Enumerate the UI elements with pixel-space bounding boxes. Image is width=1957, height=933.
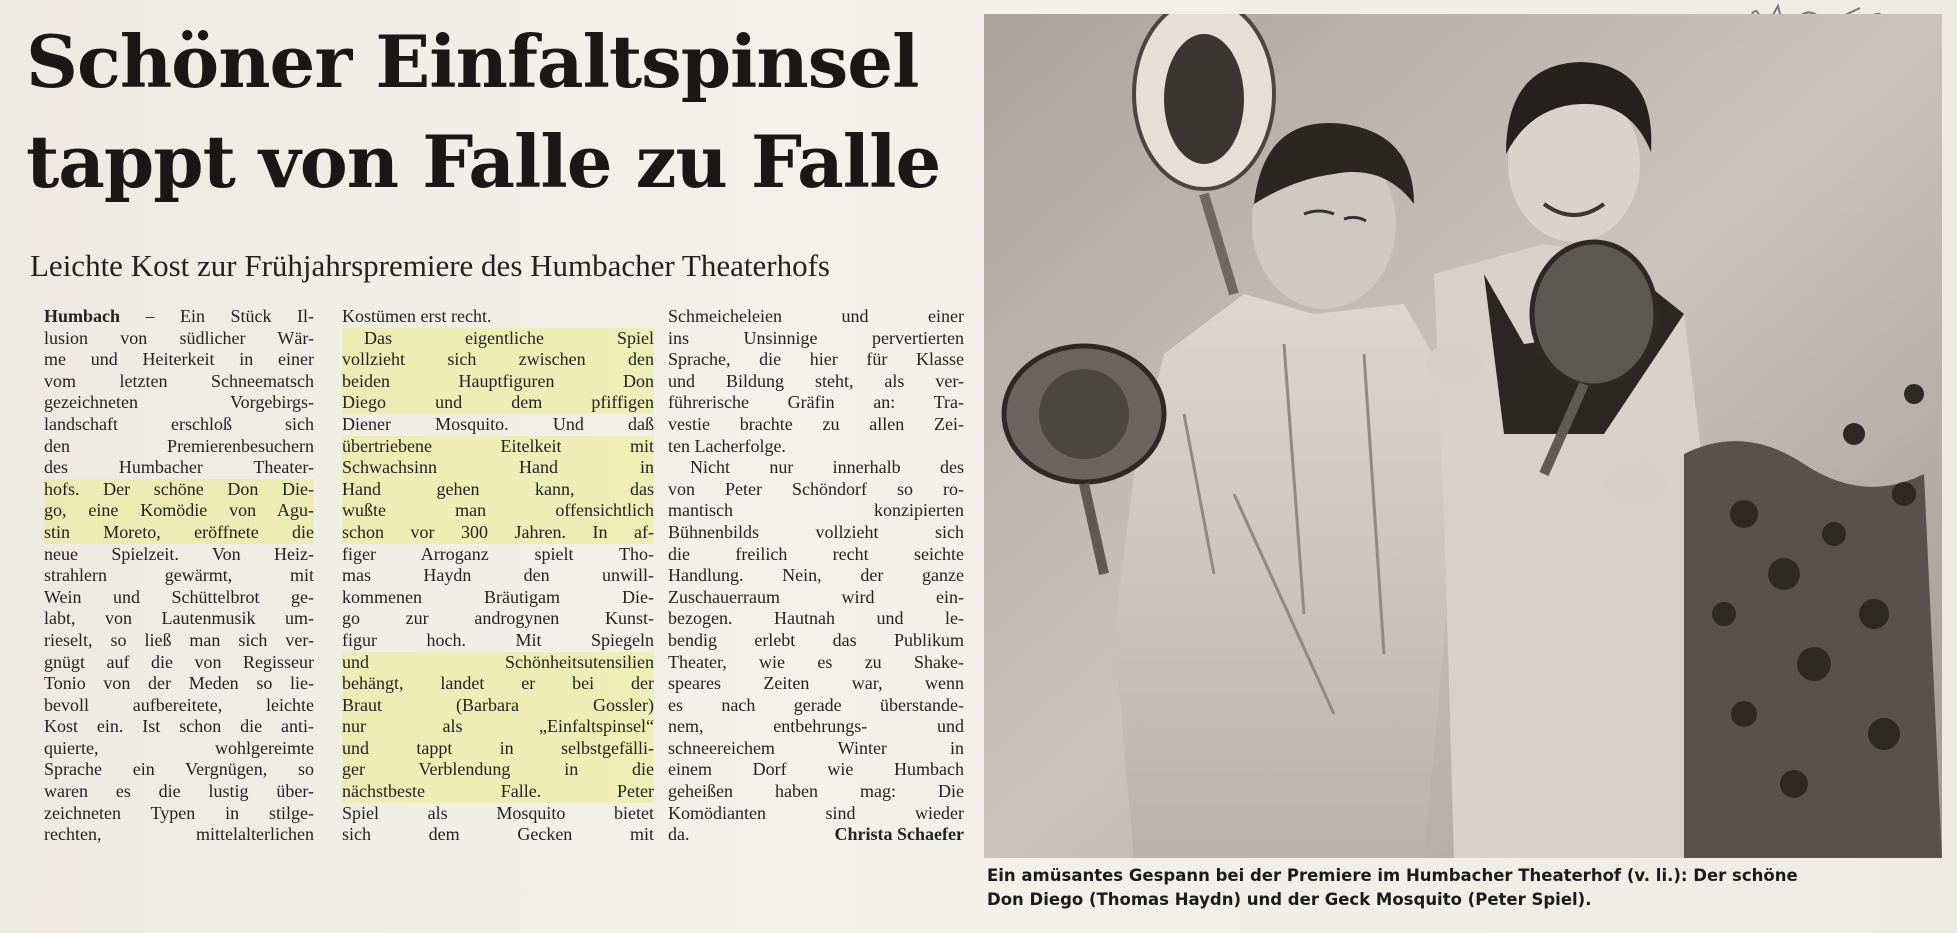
- text-line: gezeichneten Vorgebirgs-: [44, 392, 314, 413]
- text-line: wußte man offensichtlich: [342, 500, 654, 521]
- text-line: rechten, mittelalterlichen: [44, 824, 314, 845]
- text-line: Das eigentliche Spiel: [342, 328, 654, 350]
- subheadline: Leichte Kost zur Frühjahrspremiere des Humbacher Theaterhofs: [30, 248, 830, 283]
- text-line: geheißen haben mag: Die: [668, 781, 964, 802]
- text-line: Braut (Barbara Gossler): [342, 694, 654, 715]
- text-line: Schwachsinn Hand in: [342, 457, 654, 478]
- text-line: vom letzten Schneematsch: [44, 370, 314, 391]
- text-line: und tappt in selbstgefälli-: [342, 737, 654, 758]
- text-line: Kost ein. Ist schon die anti-: [44, 716, 314, 737]
- text-line: strahlern gewärmt, mit: [44, 565, 314, 586]
- text-line: einem Dorf wie Humbach: [668, 759, 964, 780]
- caption-line-2: Don Diego (Thomas Haydn) und der Geck Mosquito (Peter Spiel).: [987, 890, 1592, 909]
- text-line: nächstbeste Falle. Peter: [342, 781, 654, 802]
- text-line: und Bildung steht, als ver-: [668, 370, 964, 391]
- text-line: ten Lacherfolge.: [668, 435, 786, 456]
- text-line: neue Spielzeit. Von Heiz-: [44, 543, 314, 564]
- text-line: nur als „Einfaltspinsel“: [342, 716, 654, 737]
- text-line: Diener Mosquito. Und daß: [342, 413, 654, 434]
- text-line: Humbach – Ein Stück Il-: [44, 306, 314, 326]
- text-line: Komödianten sind wieder: [668, 802, 964, 823]
- text-line: und Schönheitsutensilien: [342, 651, 654, 672]
- headline-line-1: Schöner Einfaltspinsel: [26, 19, 919, 104]
- text-line: figer Arroganz spielt Tho-: [342, 543, 654, 564]
- text-line: speares Zeiten war, wenn: [668, 673, 964, 694]
- article-photo: [984, 14, 1942, 858]
- text-line: go, eine Komödie von Agu-: [44, 500, 314, 521]
- text-line: Hand gehen kann, das: [342, 478, 654, 499]
- article-column-2: [342, 306, 654, 846]
- text-line: behängt, landet er bei der: [342, 673, 654, 694]
- text-line: ger Verblendung in die: [342, 759, 654, 780]
- text-line: Handlung. Nein, der ganze: [668, 565, 964, 586]
- caption-line-1: Ein amüsantes Gespann bei der Premiere im Humbacher Theaterhof (v. li.): Der schöne: [987, 866, 1798, 885]
- text-line: rieselt, so ließ man sich ver-: [44, 629, 314, 650]
- text-line: quierte, wohlgereimte: [44, 737, 314, 758]
- byline: Christa Schaefer: [834, 824, 964, 845]
- text-line: waren es die lustig über-: [44, 781, 314, 802]
- headline-line-2: tappt von Falle zu Falle: [26, 119, 941, 204]
- text-line: mantisch konzipierten: [668, 500, 964, 521]
- text-line: schon vor 300 Jahren. In af-: [342, 521, 654, 542]
- text-line: me und Heiterkeit in einer: [44, 349, 314, 370]
- text-line: Wein und Schüttelbrot ge-: [44, 586, 314, 607]
- text-line: [668, 824, 964, 846]
- text-line: mas Haydn den unwill-: [342, 565, 654, 586]
- text-line: gnügt auf die von Regisseur: [44, 651, 314, 672]
- text-line: die freilich recht seichte: [668, 543, 964, 564]
- text-line: von Peter Schöndorf so ro-: [668, 478, 964, 499]
- text-line: lusion von südlicher Wär-: [44, 327, 314, 348]
- text-line: Diego und dem pfiffigen: [342, 392, 654, 413]
- text-line: Sprache, die hier für Klasse: [668, 349, 964, 370]
- text-line: es nach gerade überstande-: [668, 694, 964, 715]
- text-line: Zuschauerraum wird ein-: [668, 586, 964, 607]
- text-line: Bühnenbilds vollzieht sich: [668, 521, 964, 542]
- text-line: des Humbacher Theater-: [44, 457, 314, 478]
- text-line: ins Unsinnige pervertierten: [668, 327, 964, 348]
- text-line: kommenen Bräutigam Die-: [342, 586, 654, 607]
- text-line: bendig erlebt das Publikum: [668, 629, 964, 650]
- text-line: führerische Gräfin an: Tra-: [668, 392, 964, 413]
- text-line: hofs. Der schöne Don Die-: [44, 478, 314, 499]
- text-line: Spiel als Mosquito bietet: [342, 802, 654, 823]
- text-line: vollzieht sich zwischen den: [342, 349, 654, 370]
- photo-illustration: [984, 14, 1942, 858]
- text-line: zeichneten Typen in stilge-: [44, 802, 314, 823]
- text-line: nem, entbehrungs- und: [668, 716, 964, 737]
- text-line: Nicht nur innerhalb des: [690, 457, 964, 478]
- text-line: vestie brachte zu allen Zei-: [668, 413, 964, 434]
- headline: [26, 12, 986, 212]
- article-column-1: [44, 306, 314, 846]
- text-line: bevoll aufbereitete, leichte: [44, 694, 314, 715]
- text-line: schneereichem Winter in: [668, 737, 964, 758]
- text-line: sich dem Gecken mit: [342, 824, 654, 845]
- text-line: bezogen. Hautnah und le-: [668, 608, 964, 629]
- text-line: stin Moreto, eröffnete die: [44, 521, 314, 542]
- text-line: Schmeicheleien und einer: [668, 306, 964, 326]
- text-line: Tonio von der Meden so lie-: [44, 673, 314, 694]
- text-line: figur hoch. Mit Spiegeln: [342, 629, 654, 650]
- article-column-3: [668, 306, 964, 846]
- text-line: Theater, wie es zu Shake-: [668, 651, 964, 672]
- text-line: landschaft erschloß sich: [44, 413, 314, 434]
- dateline: Humbach: [44, 306, 121, 326]
- text-line: Kostümen erst recht.: [342, 306, 492, 326]
- text-line: den Premierenbesuchern: [44, 435, 314, 456]
- text-line: Sprache ein Vergnügen, so: [44, 759, 314, 780]
- text-line: labt, von Lautenmusik um-: [44, 608, 314, 629]
- text-line: go zur androgynen Kunst-: [342, 608, 654, 629]
- text-line: übertriebene Eitelkeit mit: [342, 435, 654, 456]
- photo-caption: [987, 864, 1947, 912]
- text-line: beiden Hauptfiguren Don: [342, 370, 654, 391]
- final-word: da.: [668, 824, 690, 845]
